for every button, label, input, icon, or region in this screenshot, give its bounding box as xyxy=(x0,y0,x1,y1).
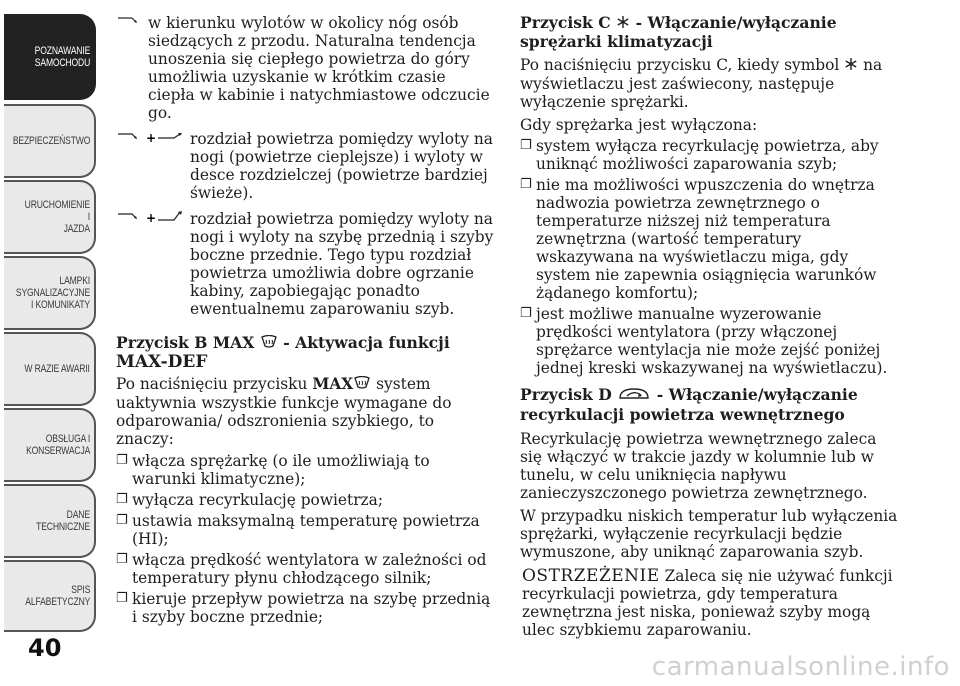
warning-title: OSTRZEŻENIE xyxy=(522,566,660,586)
tab-w-razie-awarii[interactable]: W RAZIE AWARII xyxy=(4,332,96,406)
list-item xyxy=(116,512,494,548)
bullet-checkbox-icon: ❐ xyxy=(116,552,128,567)
max-def-bullet-list xyxy=(116,452,494,626)
heading-button-d: Przycisk D - Włączanie/wyłączanie recyrkulacji powietrza wewnętrznego xyxy=(520,385,858,424)
recirculation-description-1: Recyrkulację powietrza wewnętrznego zaleca się włączyć w trakcie jazdy w kolumnie lub w tunelu, w celu uniknięcia napływu zanieczyszczonego powietrza zewnętrznego. xyxy=(520,430,877,502)
heading-button-c: Przycisk C - Włączanie/wyłączanie sprężarki klimatyzacji xyxy=(520,13,837,51)
chapter-tabs xyxy=(0,0,98,686)
list-item xyxy=(116,590,494,626)
snowflake-icon xyxy=(616,15,630,33)
tab-spis-alfabetyczny[interactable]: SPIS ALFABETYCZNY xyxy=(4,560,96,632)
svg-text:+: + xyxy=(146,211,157,225)
bullet-checkbox-icon: ❐ xyxy=(116,513,128,528)
tab-bezpieczenstwo[interactable]: BEZPIECZEŃSTWO xyxy=(4,104,96,178)
bullet-checkbox-icon: ❐ xyxy=(520,138,532,153)
bullet-checkbox-icon: ❐ xyxy=(520,177,532,192)
svg-text:+: + xyxy=(146,131,157,145)
list-item xyxy=(520,305,900,377)
list-item-text: ustawia maksymalną temperaturę powietrza (HI); xyxy=(132,512,480,548)
list-item-text: włącza prędkość wentylatora w zależności od temperatury płynu chłodzącego silnik; xyxy=(132,551,487,587)
heading-button-b: Przycisk B MAX - Aktywacja funkcji xyxy=(116,333,450,352)
list-item-text: jest możliwe manualne wyzerowanie prędkości wentylatora (przy włączonej sprężarce wentylacja nie może zejść poniżej jednej kreski wskazywanej na wyświetlaczu). xyxy=(536,305,888,377)
recirculation-description-2: W przypadku niskich temperatur lub wyłączenia sprężarki, wyłączenie recyrkulacji będzie wymuszone, aby uniknąć zaparowania szyb. xyxy=(520,507,898,561)
recirculation-icon xyxy=(617,386,651,406)
list-item xyxy=(116,452,494,488)
button-b-description: Po naciśnięciu przycisku MAX system uaktywnia wszystkie funkcje wymagane do odparowania/ odszronienia szybkiego, to znaczy: xyxy=(116,375,452,448)
list-item xyxy=(116,491,494,509)
bullet-checkbox-icon: ❐ xyxy=(520,306,532,321)
tab-uruchomienie-i-jazda[interactable]: URUCHOMIENIE I JAZDA xyxy=(4,180,96,254)
list-item xyxy=(520,137,900,173)
page-number: 40 xyxy=(28,634,62,662)
distribution-feet-windscreen-item: + rozdział powietrza pomiędzy wyloty na nogi i wyloty na szybę przednią i szyby boczne przednie. Tego typu rozdział powietrza umożliwia dobre ogrzanie kabiny, zapobiegając ponadto ewentualnemu zaparowaniu szyb. xyxy=(116,210,494,318)
tab-obsluga-i-konserwacja[interactable]: OBSŁUGA I KONSERWACJA xyxy=(4,408,96,482)
list-item-text: włącza sprężarkę (o ile umożliwiają to warunki klimatyczne); xyxy=(132,452,430,488)
feet-dash-airflow-icon xyxy=(116,130,190,202)
left-column xyxy=(116,14,494,629)
bullet-checkbox-icon: ❐ xyxy=(116,591,128,606)
max-def-icon xyxy=(260,335,278,353)
snowflake-icon xyxy=(844,57,858,75)
list-item-text: kieruje przepływ powietrza na szybę przednią i szyby boczne przednie; xyxy=(132,590,491,626)
warning-note: OSTRZEŻENIE Zaleca się nie używać funkcji recyrkulacji powietrza, gdy temperatura zewnętrzna jest niska, ponieważ szyby mogą ulec szybkiemu zaparowaniu. xyxy=(522,566,893,639)
compressor-off-intro: Gdy sprężarka jest wyłączona: xyxy=(520,116,758,134)
distribution-feet-dash-item: + rozdział powietrza pomiędzy wyloty na nogi (powietrze cieplejsze) i wyloty w desce rozdzielczej (powietrze bardziej świeże). xyxy=(116,130,494,202)
button-c-description: Po naciśnięciu przycisku C, kiedy symbol na wyświetlaczu jest zaświecony, następuje wyłączenie sprężarki. xyxy=(520,56,883,111)
list-item xyxy=(116,551,494,587)
list-item-text: nie ma możliwości wpuszczenia do wnętrza nadwozia powietrza zewnętrznego o temperaturze niższej niż temperatura zewnętrzna (wartość temperatury wskazywana na wyświetlaczu miga, gdy system nie zapewnia osiągnięcia warunków żądanego komfortu); xyxy=(536,176,877,302)
tab-poznawanie-samochodu[interactable]: POZNAWANIE SAMOCHODU xyxy=(4,14,96,100)
right-column xyxy=(520,14,900,639)
tab-dane-techniczne[interactable]: DANE TECHNICZNE xyxy=(4,484,96,558)
list-item-text: system wyłącza recyrkulację powietrza, aby uniknąć możliwości zaparowania szyb; xyxy=(536,137,879,173)
bullet-checkbox-icon: ❐ xyxy=(116,492,128,507)
list-item xyxy=(520,176,900,302)
max-def-icon xyxy=(353,376,371,394)
list-item-text: wyłącza recyrkulację powietrza; xyxy=(132,491,384,509)
feet-windscreen-airflow-icon xyxy=(116,210,190,318)
feet-airflow-icon xyxy=(116,14,148,122)
distribution-feet-item: w kierunku wylotów w okolicy nóg osób siedzących z przodu. Naturalna tendencja unoszenia się ciepłego powietrza do góry umożliwia uzyskanie w krótkim czasie ciepła w kabinie i natychmiastowe odczucie go. xyxy=(116,14,494,122)
compressor-off-bullet-list xyxy=(520,137,900,377)
heading-max-def: MAX-DEF xyxy=(116,352,208,372)
bullet-checkbox-icon: ❐ xyxy=(116,453,128,468)
watermark: carmanualsonline.info xyxy=(651,652,950,682)
tab-lampki-sygnalizacyjne[interactable]: LAMPKI SYGNALIZACYJNE I KOMUNIKATY xyxy=(4,256,96,330)
